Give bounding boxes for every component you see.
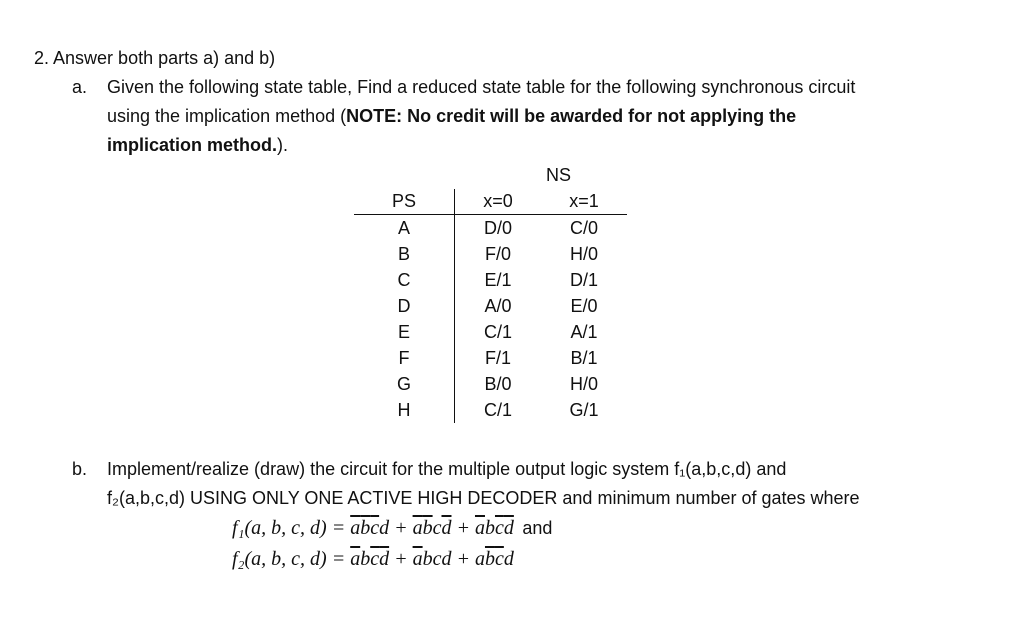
header-x0: x=0 (455, 189, 542, 215)
equation-f2 (232, 545, 514, 575)
ns-x1-cell: E/0 (570, 295, 598, 316)
table-row (354, 371, 627, 397)
part-a-note-bold-end: implication method. (107, 135, 278, 155)
and-word: and (522, 518, 553, 538)
part-b-line1: Implement/realize (draw) the circuit for the multiple output logic system f₁(a,b,c,d) and (107, 459, 787, 479)
table-row (354, 293, 627, 319)
ns-x1-cell: H/0 (569, 373, 598, 394)
table-row (354, 241, 627, 267)
ps-cell: H (354, 397, 455, 423)
ps-cell: D (354, 293, 455, 319)
ps-cell: B (354, 241, 455, 267)
part-a-note-bold: NOTE: No credit will be awarded for not applying the (346, 106, 797, 126)
ps-cell: G (354, 371, 455, 397)
part-a-line2 (107, 104, 796, 128)
ns-x0-cell: E/1 (484, 269, 512, 290)
part-a-line3-end: ). (277, 135, 289, 155)
table-row (354, 267, 627, 293)
ns-x0-cell: D/0 (483, 217, 512, 238)
ns-x0-cell: B/0 (484, 373, 512, 394)
part-a-line3 (107, 133, 288, 157)
ns-x0-cell: F/0 (484, 243, 511, 264)
ns-x1-cell: G/1 (569, 399, 599, 420)
equation-f1 (232, 514, 552, 544)
question-intro: Answer both parts a) and b) (53, 48, 276, 68)
ns-label: NS (546, 165, 572, 185)
ns-x0-cell: C/1 (483, 399, 512, 420)
header-ps: PS (354, 189, 455, 215)
table-row (354, 319, 627, 345)
f1-lhs: f₁(a, b, c, d) = (232, 517, 351, 539)
part-a-marker: a. (72, 77, 88, 97)
ns-x1-cell: A/1 (570, 321, 598, 342)
part-b-marker: b. (72, 459, 88, 479)
ns-x1-cell: H/0 (569, 243, 598, 264)
ps-cell: C (354, 267, 455, 293)
part-b-line2: f₂(a,b,c,d) USING ONLY ONE ACTIVE HIGH DECODER and minimum number of gates where (107, 488, 860, 508)
ns-x0-cell: C/1 (483, 321, 512, 342)
state-table-header-row (354, 189, 627, 215)
question-number: 2. (34, 48, 50, 68)
ps-cell: E (354, 319, 455, 345)
table-row (354, 215, 627, 242)
state-table (354, 189, 627, 423)
ps-cell: A (354, 215, 455, 242)
table-row (354, 397, 627, 423)
ns-x1-cell: D/1 (569, 269, 598, 290)
header-x1: x=1 (541, 189, 627, 215)
ns-x1-cell: B/1 (570, 347, 598, 368)
question-header (34, 46, 275, 70)
ps-cell: F (354, 345, 455, 371)
f2-lhs: f₂(a, b, c, d) = (232, 548, 351, 570)
part-a-line1: Given the following state table, Find a reduced state table for the following synchronous circuit (107, 77, 856, 97)
part-a-line2-plain: using the implication method ( (107, 106, 347, 126)
f1-rhs: $\overline{a}\overline{b}\overline{c}d + \overline{a}\overline{b}c\overline{d} + \overline{a}b\overline{c}\overline{d}$ (350, 517, 514, 539)
ns-x0-cell: F/1 (484, 347, 511, 368)
ns-x0-cell: A/0 (484, 295, 512, 316)
f2-rhs: $\overline{a}b\overline{c}\overline{d} + \overline{a}bcd + a\overline{b}\overline{c}d$ (350, 548, 514, 570)
table-row (354, 345, 627, 371)
ns-x1-cell: C/0 (569, 217, 598, 238)
